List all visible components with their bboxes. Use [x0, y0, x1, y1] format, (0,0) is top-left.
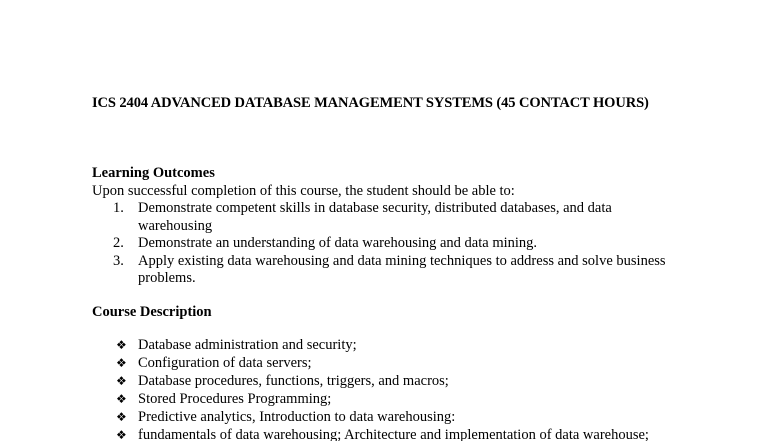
diamond-bullet-icon: ❖	[116, 338, 127, 352]
diamond-bullet-icon: ❖	[116, 356, 127, 370]
description-item	[92, 426, 784, 441]
description-text: fundamentals of data warehousing; Architecture and implementation of data warehouse;	[138, 427, 649, 441]
outcome-text: Demonstrate competent skills in database security, distributed databases, and data warehousing	[138, 200, 612, 234]
outcome-number: 3.	[113, 252, 124, 269]
description-text: Database procedures, functions, triggers, and macros;	[138, 373, 449, 389]
course-description-list	[92, 336, 784, 441]
description-text: Predictive analytics, Introduction to data warehousing:	[138, 409, 456, 425]
description-item	[92, 354, 784, 372]
outcome-item	[92, 235, 692, 253]
course-description-heading: Course Description	[92, 304, 212, 320]
diamond-bullet-icon: ❖	[116, 374, 127, 388]
learning-outcomes-intro: Upon successful completion of this course, the student should be able to:	[92, 183, 515, 199]
description-text: Database administration and security;	[138, 337, 357, 353]
description-text: Configuration of data servers;	[138, 355, 312, 371]
outcome-text: Demonstrate an understanding of data warehousing and data mining.	[138, 235, 538, 251]
diamond-bullet-icon: ❖	[116, 392, 127, 406]
description-text: Stored Procedures Programming;	[138, 391, 332, 407]
description-item	[92, 336, 784, 354]
outcome-text: Apply existing data warehousing and data mining techniques to address and solve business problems.	[138, 252, 666, 286]
learning-outcomes-heading: Learning Outcomes	[92, 165, 215, 181]
outcome-number: 2.	[113, 235, 124, 251]
diamond-bullet-icon: ❖	[116, 428, 127, 441]
outcome-item	[92, 253, 692, 288]
description-item	[92, 372, 784, 390]
learning-outcomes-list	[92, 200, 692, 288]
outcome-item	[92, 200, 692, 235]
diamond-bullet-icon: ❖	[116, 410, 127, 424]
description-item	[92, 408, 784, 426]
description-item	[92, 390, 784, 408]
outcome-number: 1.	[113, 200, 124, 216]
course-title: ICS 2404 ADVANCED DATABASE MANAGEMENT SYSTEMS (45 CONTACT HOURS)	[92, 95, 649, 111]
